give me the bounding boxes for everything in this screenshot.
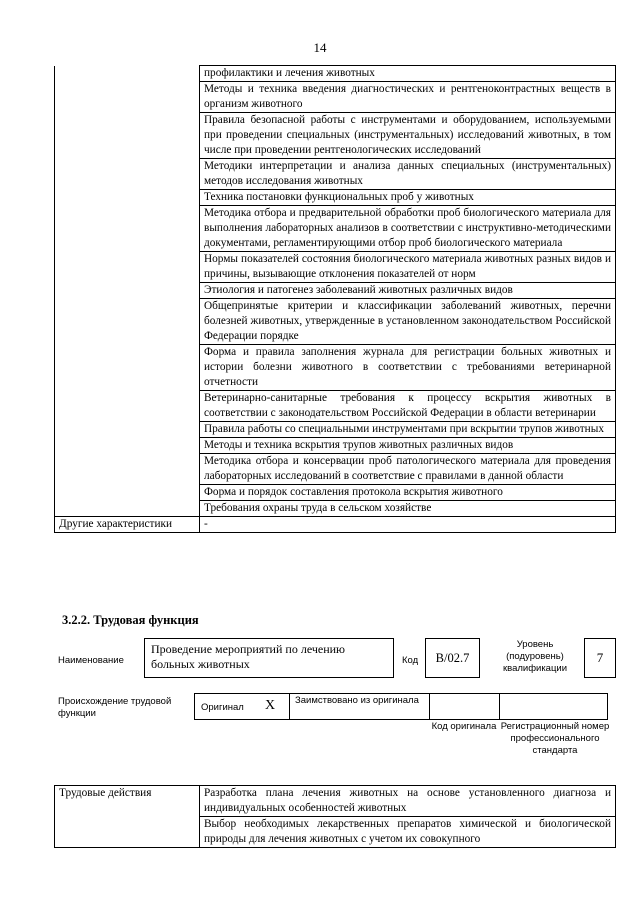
table-row: Методики интерпретации и анализа данных специальных (инструментальных) методов исследования животных — [200, 159, 616, 190]
knowledge-table — [54, 65, 616, 533]
original-label: Оригинал — [201, 702, 244, 713]
borrowed-label: Заимствовано из оригинала — [295, 695, 419, 706]
level-label: Уровень (подуровень) квалификации — [502, 639, 568, 674]
code-label: Код — [402, 655, 419, 666]
table-row: Общепринятые критерии и классификации заболеваний животных, перечни болезней животных, утвержденные в установленном законодательством Российской Федерации порядке — [200, 299, 616, 345]
labor-actions-table — [54, 785, 616, 848]
table-row: Выбор необходимых лекарственных препаратов химической и биологической природы для лечения животных с учетом их совокупного — [200, 817, 616, 848]
table-row: Этиология и патогенез заболеваний животных различных видов — [200, 283, 616, 299]
table-row: Методика отбора и предварительной обработки проб биологического материала для выполнения лабораторных анализов в соответствии с инструктивно-методическими документами, регламентирующими отбор проб биологического материала — [200, 206, 616, 252]
table-row: Разработка плана лечения животных на основе установленного диагноза и индивидуальных особенностей животных — [200, 786, 616, 817]
table-row: Форма и порядок составления протокола вскрытия животного — [200, 485, 616, 501]
code-box: B/02.7 — [425, 638, 480, 678]
table-row: Правила безопасной работы с инструментами и оборудованием, используемыми при проведении специальных (инструментальных) исследований животных, в том числе при проведении рентгенологических исследований — [200, 113, 616, 159]
name-label: Наименование — [58, 655, 124, 666]
table-row: Форма и правила заполнения журнала для регистрации больных животных и истории болезни животного в соответствии с требованиями ветеринарной отчетности — [200, 345, 616, 391]
labor-actions-label: Трудовые действия — [55, 786, 200, 817]
other-characteristics-value: - — [200, 517, 616, 533]
original-code-caption: Код оригинала — [431, 721, 497, 732]
table-row: Методы и техника вскрытия трупов животных различных видов — [200, 438, 616, 454]
table-row: Нормы показателей состояния биологического материала животных разных видов и причины, вызывающие отклонения показателей от норм — [200, 252, 616, 283]
table-row: профилактики и лечения животных — [200, 66, 616, 82]
function-name-box: Проведение мероприятий по лечению больных животных — [144, 638, 394, 678]
table-row: Техника постановки функциональных проб у животных — [200, 190, 616, 206]
table-label-cell — [55, 66, 200, 82]
level-box: 7 — [584, 638, 616, 678]
other-characteristics-label: Другие характеристики — [55, 517, 200, 533]
origin-row — [194, 693, 608, 720]
page-number: 14 — [313, 40, 327, 55]
origin-label: Происхождение трудовой функции — [58, 696, 172, 719]
original-mark: X — [265, 698, 276, 713]
table-row: Требования охраны труда в сельском хозяйстве — [200, 501, 616, 517]
registration-number-caption: Регистрационный номер профессионального стандарта — [500, 721, 610, 756]
table-row: Методика отбора и консервации проб патологического материала для проведения лабораторных исследований в соответствие с правилами в данной области — [200, 454, 616, 485]
section-title: 3.2.2. Трудовая функция — [62, 613, 199, 627]
table-row: Методы и техника введения диагностических и рентгеноконтрастных веществ в организм животного — [200, 82, 616, 113]
table-row: Ветеринарно-санитарные требования к процессу вскрытия животных в соответствии с законодательством Российской Федерации в области ветеринарии — [200, 391, 616, 422]
table-row: Правила работы со специальными инструментами при вскрытии трупов животных — [200, 422, 616, 438]
